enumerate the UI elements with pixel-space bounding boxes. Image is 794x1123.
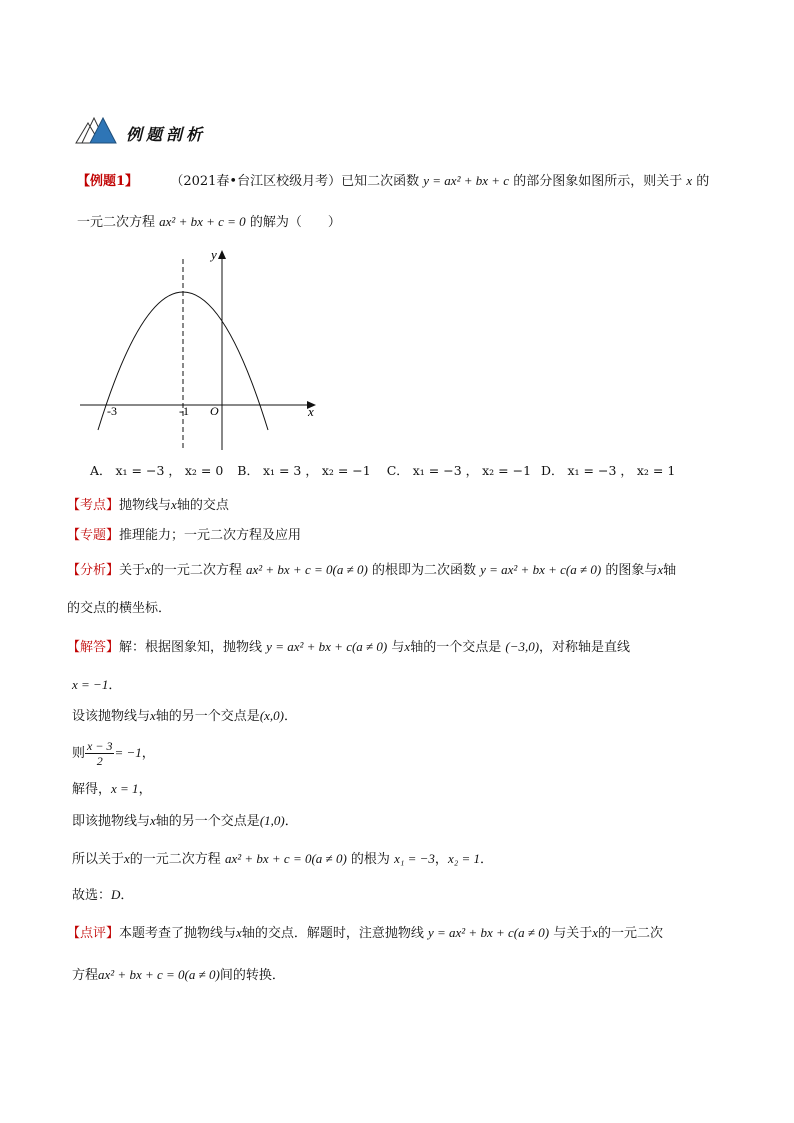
jieda-step-2 bbox=[72, 738, 155, 768]
function-formula: y = ax² + bx + c bbox=[423, 173, 510, 188]
variable-x: x bbox=[592, 925, 598, 940]
variable-x: x bbox=[171, 497, 177, 512]
solution-value: x = 1 bbox=[111, 781, 139, 796]
jieda-text: ． bbox=[284, 709, 298, 724]
jieda-text: 轴的另一个交点是 bbox=[155, 709, 260, 724]
jieda-text: ． bbox=[120, 888, 134, 903]
variable-x: x bbox=[686, 173, 693, 188]
jieda-text: 的根为 bbox=[350, 852, 390, 867]
point: (x,0) bbox=[259, 708, 284, 723]
jieda-tag: 【解答】 bbox=[67, 640, 120, 655]
options-row bbox=[90, 462, 675, 480]
fenxi-text: 关于 bbox=[119, 563, 146, 578]
variable-x: x bbox=[657, 562, 664, 577]
root-2: x₂ = 1 bbox=[447, 851, 480, 866]
jieda-text: 故选： bbox=[72, 888, 112, 903]
section-title: 例题剖析 bbox=[126, 125, 207, 144]
jieda-text: 则 bbox=[72, 746, 86, 761]
fenxi-text: 轴 bbox=[663, 563, 677, 578]
example-line-1 bbox=[77, 172, 709, 191]
example-line-2 bbox=[77, 213, 341, 232]
triangle-logo-icon bbox=[72, 110, 122, 146]
option-d: D． x₁ = −3 ， x₂ = 1 bbox=[541, 463, 676, 478]
variable-x: x bbox=[236, 925, 242, 940]
symmetry-axis-equation: x = −1 bbox=[72, 677, 109, 692]
function-formula: y = ax² + bx + c(a ≠ 0) bbox=[427, 925, 550, 940]
variable-x: x bbox=[145, 562, 151, 577]
fraction-numerator: x − 3 bbox=[87, 739, 113, 753]
kaodian-tag: 【考点】 bbox=[67, 498, 120, 513]
fraction-denominator: 2 bbox=[96, 754, 103, 768]
y-axis-arrow bbox=[218, 250, 226, 259]
jieda-text: 所以关于 bbox=[72, 852, 125, 867]
equation: ax² + bx + c = 0(a ≠ 0) bbox=[224, 851, 347, 866]
jieda-text: 与 bbox=[391, 640, 405, 655]
tick-label-neg3: -3 bbox=[107, 404, 117, 418]
origin-label: O bbox=[210, 404, 219, 418]
jieda-text: 解：根据图象知，抛物线 bbox=[119, 640, 263, 655]
function-formula: y = ax² + bx + c(a ≠ 0) bbox=[480, 562, 602, 577]
zhuanti-tag: 【专题】 bbox=[67, 528, 120, 543]
jieda-text: ， bbox=[434, 852, 448, 867]
variable-x: x bbox=[150, 708, 156, 723]
fenxi-text: 的图象与 bbox=[605, 563, 658, 578]
jieda-step-3 bbox=[72, 780, 152, 799]
fraction bbox=[85, 739, 114, 768]
fenxi-text: 的根即为二次函数 bbox=[371, 563, 476, 578]
jieda-text: ． bbox=[480, 852, 494, 867]
equation: ax² + bx + c = 0 bbox=[159, 214, 246, 229]
dianping-tag: 【点评】 bbox=[67, 926, 120, 941]
jieda-step-5 bbox=[72, 850, 493, 869]
option-c: C． x₁ = −3 ， x₂ = −1 bbox=[386, 463, 532, 478]
variable-x: x bbox=[124, 851, 130, 866]
point: (1,0) bbox=[259, 813, 285, 828]
jieda-text: 解得， bbox=[72, 782, 112, 797]
dianping-text: 轴的交点．解题时，注意抛物线 bbox=[241, 926, 424, 941]
y-axis-label: y bbox=[211, 247, 217, 262]
example-tag: 【例题1】 bbox=[77, 174, 139, 189]
jieda-text: 轴的另一个交点是 bbox=[155, 814, 260, 829]
jieda-line-2 bbox=[72, 676, 121, 695]
example-text: 的部分图象如图所示，则关于 bbox=[513, 174, 683, 189]
parabola-graph bbox=[76, 246, 326, 452]
jieda-step-1 bbox=[72, 707, 297, 726]
jieda-step-4 bbox=[72, 812, 298, 831]
kaodian-text: 轴的交点 bbox=[176, 498, 229, 513]
kaodian-text: 抛物线与 bbox=[119, 498, 172, 513]
dianping-text: 方程 bbox=[72, 968, 99, 983]
option-a: A． x₁ = −3 ， x₂ = 0 bbox=[90, 463, 224, 478]
dianping-text: 间的转换． bbox=[219, 968, 285, 983]
root-1: x₁ = −3 bbox=[394, 851, 435, 866]
example-text: 的 bbox=[696, 174, 710, 189]
example-text: 已知二次函数 bbox=[341, 174, 420, 189]
example-text: 的解为（ ） bbox=[249, 215, 341, 230]
point: (−3,0) bbox=[505, 639, 540, 654]
dianping-text: 与关于 bbox=[553, 926, 593, 941]
jieda-step-6 bbox=[72, 886, 133, 905]
variable-x: x bbox=[150, 813, 156, 828]
fenxi-line-2 bbox=[67, 600, 171, 618]
answer: D bbox=[111, 887, 121, 902]
zhuanti-text: 推理能力；一元二次方程及应用 bbox=[119, 528, 302, 543]
kaodian-line bbox=[67, 496, 229, 515]
dianping-line-2 bbox=[72, 966, 285, 985]
jieda-text: 轴的一个交点是 bbox=[410, 640, 502, 655]
jieda-text: 即该抛物线与 bbox=[72, 814, 151, 829]
jieda-text: ， bbox=[141, 746, 155, 761]
dianping-line-1 bbox=[67, 924, 663, 943]
x-axis-label: x bbox=[308, 404, 314, 419]
example-text: 一元二次方程 bbox=[77, 215, 156, 230]
dianping-text: 本题考查了抛物线与 bbox=[119, 926, 237, 941]
jieda-text: ． bbox=[108, 678, 122, 693]
jieda-text: ． bbox=[284, 814, 298, 829]
zhuanti-line bbox=[67, 527, 301, 545]
variable-x: x bbox=[404, 639, 411, 654]
jieda-text: 的一元二次方程 bbox=[129, 852, 221, 867]
jieda-text: ， bbox=[138, 782, 152, 797]
jieda-text: 设该抛物线与 bbox=[72, 709, 151, 724]
fenxi-line-1 bbox=[67, 561, 676, 580]
example-source: （2021春•台江区校级月考） bbox=[170, 174, 342, 189]
fenxi-tag: 【分析】 bbox=[67, 563, 120, 578]
equation: = −1 bbox=[114, 745, 142, 760]
equation: ax² + bx + c = 0(a ≠ 0) bbox=[98, 967, 220, 982]
equation: ax² + bx + c = 0(a ≠ 0) bbox=[245, 562, 368, 577]
jieda-text: ，对称轴是直线 bbox=[539, 640, 631, 655]
tick-label-neg1: -1 bbox=[179, 404, 189, 418]
function-formula: y = ax² + bx + c(a ≠ 0) bbox=[266, 639, 388, 654]
jieda-line-1 bbox=[67, 638, 630, 657]
fenxi-text: 的交点的横坐标． bbox=[67, 601, 172, 616]
dianping-text: 的一元二次 bbox=[598, 926, 664, 941]
fenxi-text: 的一元二次方程 bbox=[150, 563, 242, 578]
option-b: B． x₁ = 3 ， x₂ = −1 bbox=[237, 463, 371, 478]
